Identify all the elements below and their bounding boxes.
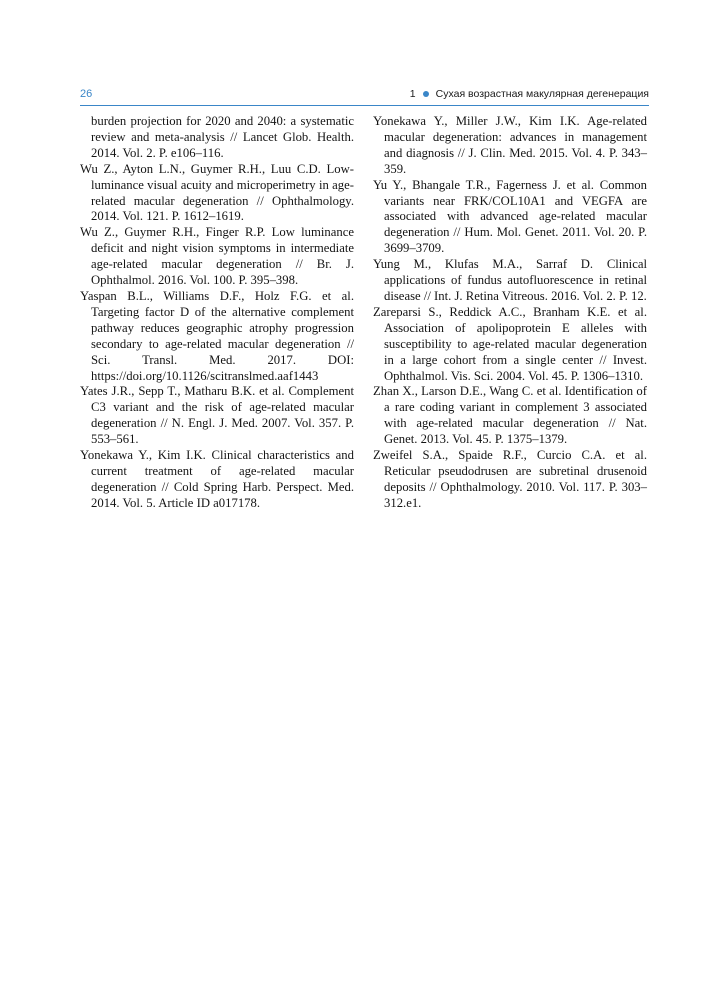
reference-entry: Yaspan B.L., Williams D.F., Holz F.G. et al. Targeting factor D of the alternative complement pathway reduces geographic atrophy progression secondary to age-related macular degeneration // Sci. Transl. Med. 2017. DOI: https://doi.org/10.1126/scitranslmed.aaf1443	[80, 288, 354, 383]
bullet-icon	[423, 91, 429, 97]
running-head	[410, 88, 649, 100]
references-right-column	[373, 114, 647, 512]
chapter-number: 1	[409, 88, 416, 100]
header-divider	[80, 105, 649, 106]
reference-entry: Zweifel S.A., Spaide R.F., Curcio C.A. et al. Reticular pseudodrusen are subretinal drusenoid deposits // Ophthalmology. 2010. Vol. 117. P. 303–312.e1.	[373, 448, 647, 510]
reference-entry: Yonekawa Y., Kim I.K. Clinical characteristics and current treatment of age-related macular degeneration // Cold Spring Harb. Perspect. Med. 2014. Vol. 5. Article ID a017178.	[80, 448, 354, 510]
reference-entry: Yonekawa Y., Miller J.W., Kim I.K. Age-related macular degeneration: advances in management and diagnosis // J. Clin. Med. 2015. Vol. 4. P. 343–359.	[373, 114, 647, 176]
chapter-title: Сухая возрастная макулярная дегенерация	[435, 88, 649, 100]
reference-entry: Wu Z., Ayton L.N., Guymer R.H., Luu C.D. Low-luminance visual acuity and microperimetry in age-related macular degeneration // Ophthalmology. 2014. Vol. 121. P. 1612–1619.	[80, 161, 354, 224]
reference-entry: burden projection for 2020 and 2040: a systematic review and meta-analysis // Lancet Glob. Health. 2014. Vol. 2. P. e106–116.	[91, 114, 354, 160]
reference-entry: Zareparsi S., Reddick A.C., Branham K.E. et al. Association of apolipoprotein E alleles with susceptibility to age-related macular degeneration in a large cohort from a single center // Invest. Ophthalmol. Vis. Sci. 2004. Vol. 45. P. 1306–1310.	[373, 304, 647, 383]
reference-entry: Zhan X., Larson D.E., Wang C. et al. Identification of a rare coding variant in complement 3 associated with age-related macular degeneration // Nat. Genet. 2013. Vol. 45. P. 1375–1379.	[373, 384, 647, 447]
references-left-column	[80, 114, 354, 512]
reference-entry: Wu Z., Guymer R.H., Finger R.P. Low luminance deficit and night vision symptoms in intermediate age-related macular degeneration // Br. J. Ophthalmol. 2016. Vol. 100. P. 395–398.	[80, 225, 354, 288]
reference-entry: Yates J.R., Sepp T., Matharu B.K. et al. Complement C3 variant and the risk of age-related macular degeneration // N. Engl. J. Med. 2007. Vol. 357. P. 553–561.	[80, 384, 354, 447]
page-number: 26	[80, 88, 93, 100]
reference-entry: Yu Y., Bhangale T.R., Fagerness J. et al. Common variants near FRK/COL10A1 and VEGFA are associated with advanced age-related macular degeneration // Hum. Mol. Genet. 2011. Vol. 20. P. 3699–3709.	[373, 177, 647, 256]
reference-entry: Yung M., Klufas M.A., Sarraf D. Clinical applications of fundus autofluorescence in retinal disease // Int. J. Retina Vitreous. 2016. Vol. 2. P. 12.	[373, 257, 647, 303]
